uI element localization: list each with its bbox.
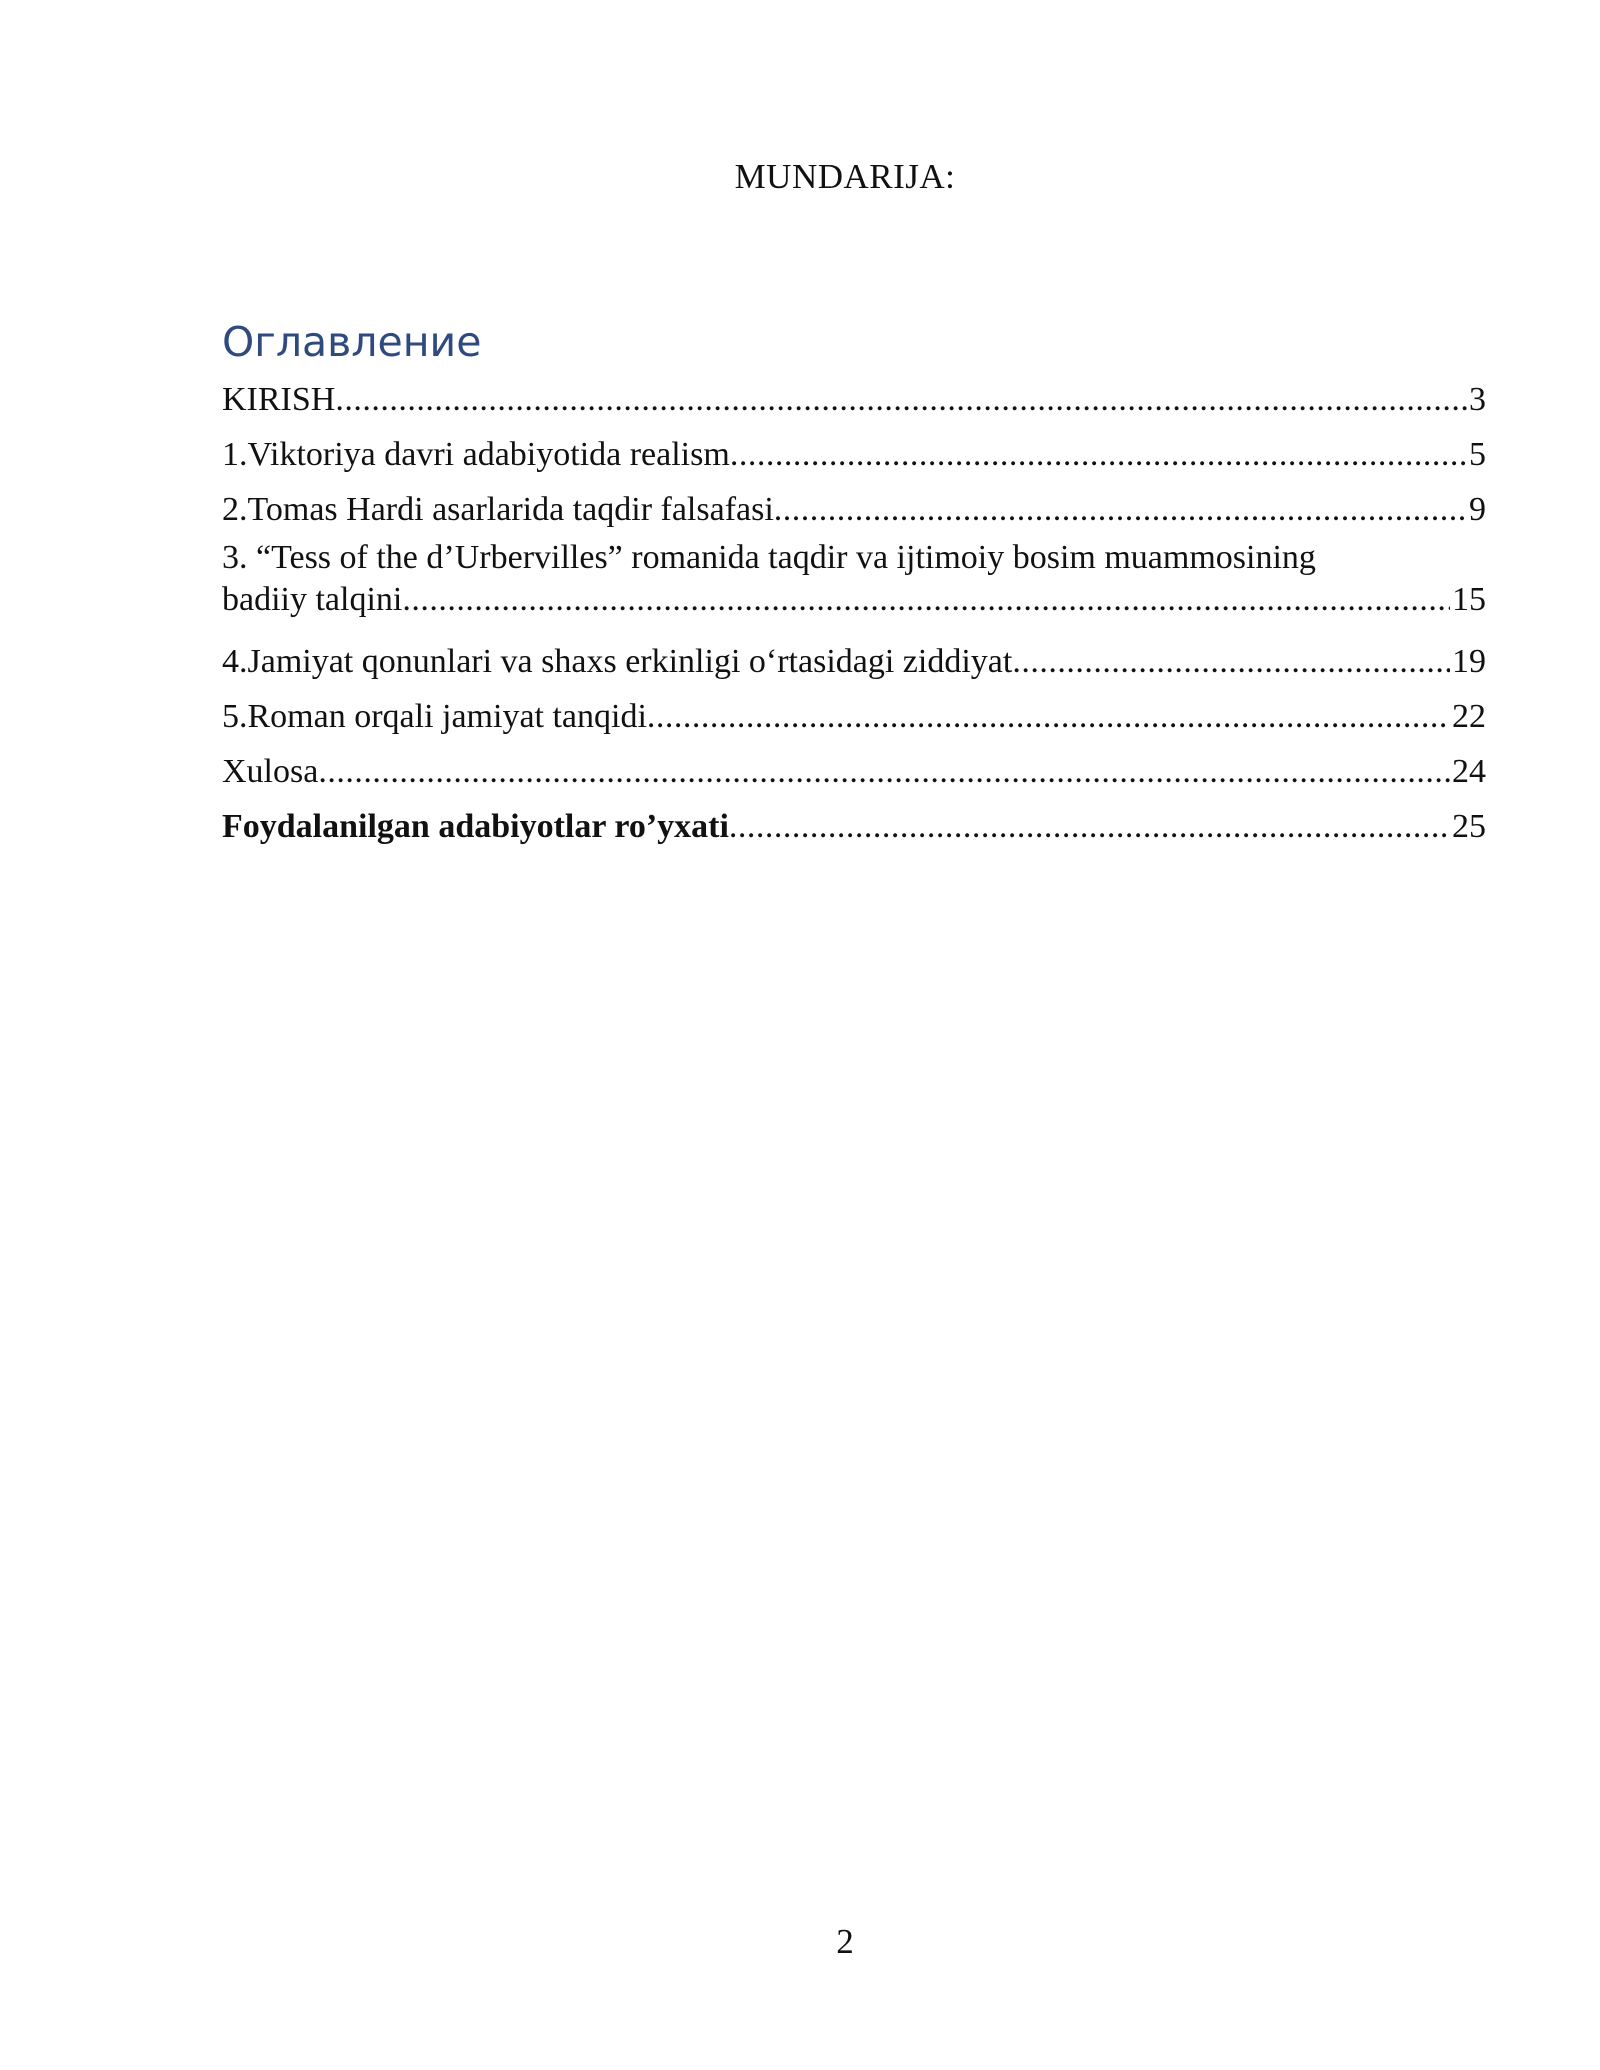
table-of-contents	[222, 312, 1486, 854]
toc-dot-leader	[318, 744, 1450, 799]
toc-entry-kirish[interactable]	[222, 372, 1486, 427]
toc-dot-leader	[1012, 634, 1450, 689]
toc-entry-page: 5	[1469, 436, 1486, 473]
toc-entry-text: KIRISH	[222, 381, 336, 418]
toc-entry-page: 24	[1452, 753, 1486, 790]
toc-dot-leader	[402, 579, 1450, 621]
toc-entry-page: 9	[1469, 491, 1486, 528]
toc-entry-xulosa[interactable]	[222, 744, 1486, 799]
toc-dot-leader	[335, 372, 1467, 427]
page-number: 2	[836, 1922, 854, 1961]
toc-entry-page: 15	[1452, 581, 1486, 618]
toc-entry-text: 1.Viktoriya davri adabiyotida realism	[222, 436, 730, 473]
toc-entry-text: Xulosa	[222, 753, 319, 790]
toc-heading: Оглавление	[222, 318, 482, 366]
toc-dot-leader	[647, 689, 1450, 744]
document-title: MUNDARIJA:	[734, 157, 956, 196]
toc-entry-text: 5.Roman orqali jamiyat tanqidi	[222, 698, 647, 735]
toc-entry-page: 3	[1469, 381, 1486, 418]
toc-entry-bibliography[interactable]	[222, 799, 1486, 854]
toc-entry-chapter-1[interactable]	[222, 427, 1486, 482]
toc-entry-text: 4.Jamiyat qonunlari va shaxs erkinligi o‘rtasidagi ziddiyat	[222, 643, 1013, 680]
toc-entry-chapter-5[interactable]	[222, 689, 1486, 744]
toc-entry-page: 25	[1452, 808, 1486, 845]
toc-entry-chapter-3[interactable]	[222, 537, 1486, 634]
toc-entry-page: 19	[1452, 643, 1486, 680]
toc-entry-text-line-1: 3. “Tess of the d’Urbervilles” romanida taqdir va ijtimoiy bosim muammosining	[222, 539, 1316, 576]
toc-entry-chapter-2[interactable]	[222, 482, 1486, 537]
toc-dot-leader	[774, 482, 1467, 537]
toc-dot-leader	[729, 799, 1450, 854]
toc-entry-text-line-2: badiiy talqini	[222, 581, 403, 618]
toc-entry-page: 22	[1452, 698, 1486, 735]
toc-entry-chapter-4[interactable]	[222, 634, 1486, 689]
toc-dot-leader	[730, 427, 1467, 482]
toc-entry-text: Foydalanilgan adabiyotlar ro’yxati	[222, 808, 729, 845]
toc-entry-text: 2.Tomas Hardi asarlarida taqdir falsafasi	[222, 491, 774, 528]
